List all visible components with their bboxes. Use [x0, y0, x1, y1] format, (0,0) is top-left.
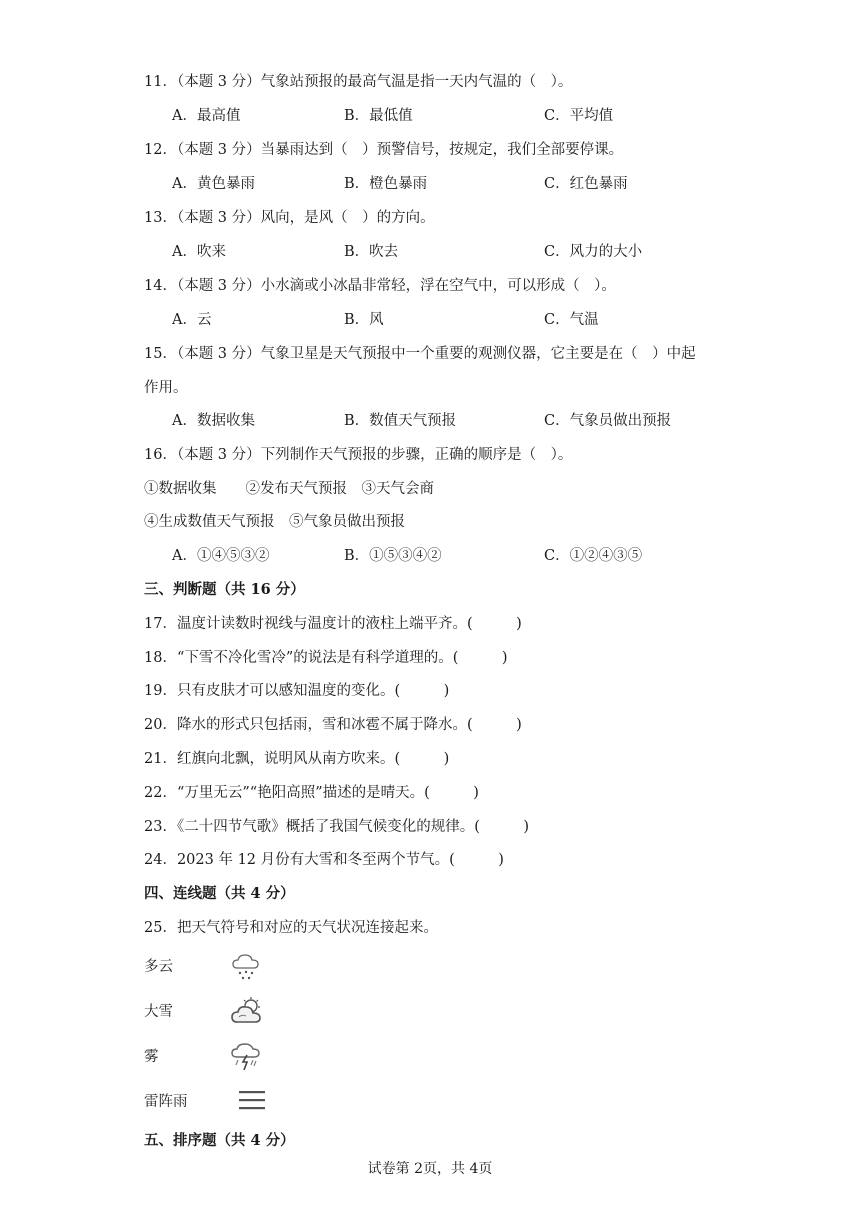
judgement-item: 21．红旗向北飘，说明风从南方吹来。( ): [144, 751, 450, 767]
judgement-item: 18．“下雪不冷化雪冷”的说法是有科学道理的。( ): [144, 650, 508, 666]
page-footer: 试卷第 2页，共 4页: [367, 1161, 493, 1177]
question-16: [144, 445, 572, 465]
question-15-continuation: 作用。: [144, 380, 188, 396]
sun-behind-clouds-icon: [229, 996, 265, 1026]
question-text: （本题 3 分）下列制作天气预报的步骤，正确的顺序是（ ）。: [176, 447, 573, 463]
option-c: C．气温: [544, 312, 599, 328]
option-a: A．云: [172, 312, 212, 328]
question-12: [144, 140, 623, 160]
question-25: 25．把天气符号和对应的天气状况连接起来。: [144, 920, 438, 936]
question-text: （本题 3 分）小水滴或小冰晶非常轻，浮在空气中，可以形成（ ）。: [176, 278, 616, 294]
question-text: （本题 3 分）当暴雨达到（ ）预警信号，按规定，我们全部要停课。: [176, 142, 624, 158]
judgement-item: 23．《二十四节气歌》概括了我国气候变化的规律。( ): [144, 819, 530, 835]
option-c: C．①②④③⑤: [544, 548, 643, 564]
weather-label-heavy-snow: 大雪: [144, 1004, 173, 1020]
option-c: C．红色暴雨: [544, 176, 628, 192]
question-15: [144, 344, 696, 364]
section-heading-ordering: 五、排序题（共 4 分）: [144, 1132, 295, 1149]
option-a: A．黄色暴雨: [172, 176, 255, 192]
option-c: C．风力的大小: [544, 244, 643, 260]
option-b: B．橙色暴雨: [344, 176, 428, 192]
option-b: B．吹去: [344, 244, 399, 260]
question-text: （本题 3 分）气象卫星是天气预报中一个重要的观测仪器，它主要是在（ ）中起: [176, 346, 696, 362]
option-a: A．吹来: [172, 244, 226, 260]
steps-line-2: ④生成数值天气预报 ⑤气象员做出预报: [144, 514, 405, 530]
section-heading-matching: 四、连线题（共 4 分）: [144, 885, 295, 902]
question-number: 12．: [144, 142, 177, 158]
judgement-item: 22．“万里无云”“艳阳高照”描述的是晴天。( ): [144, 785, 479, 801]
question-text: （本题 3 分）风向，是风（ ）的方向。: [176, 210, 435, 226]
judgement-item: 24．2023 年 12 月份有大雪和冬至两个节气。( ): [144, 852, 504, 868]
judgement-item: 20．降水的形式只包括雨，雪和冰雹不属于降水。( ): [144, 717, 522, 733]
option-b: B．数值天气预报: [344, 413, 457, 429]
steps-line-1: ①数据收集 ②发布天气预报 ③天气会商: [144, 481, 434, 497]
question-number: 15．: [144, 346, 177, 362]
question-number: 16．: [144, 447, 177, 463]
question-number: 11．: [144, 74, 177, 90]
question-number: 13．: [144, 210, 177, 226]
snow-cloud-icon: [229, 952, 265, 982]
option-a: A．数据收集: [172, 413, 255, 429]
option-a: A．最高值: [172, 108, 241, 124]
question-11: [144, 72, 572, 92]
weather-label-fog: 雾: [144, 1049, 159, 1065]
thunderstorm-icon: [229, 1042, 265, 1072]
option-b: B．最低值: [344, 108, 413, 124]
option-c: C．平均值: [544, 108, 614, 124]
judgement-item: 19．只有皮肤才可以感知温度的变化。( ): [144, 683, 450, 699]
judgement-item: 17．温度计读数时视线与温度计的液柱上端平齐。( ): [144, 616, 522, 632]
option-b: B．①⑤③④②: [344, 548, 442, 564]
option-a: A．①④⑤③②: [172, 548, 270, 564]
option-b: B．风: [344, 312, 384, 328]
question-13: [144, 208, 435, 228]
option-c: C．气象员做出预报: [544, 413, 672, 429]
weather-label-thunderstorm: 雷阵雨: [144, 1094, 188, 1110]
weather-label-cloudy: 多云: [144, 959, 173, 975]
fog-icon: [229, 1087, 265, 1117]
question-text: （本题 3 分）气象站预报的最高气温是指一天内气温的（ ）。: [176, 74, 573, 90]
question-number: 14．: [144, 278, 177, 294]
section-heading-judgement: 三、判断题（共 16 分）: [144, 581, 305, 598]
question-14: [144, 276, 616, 296]
